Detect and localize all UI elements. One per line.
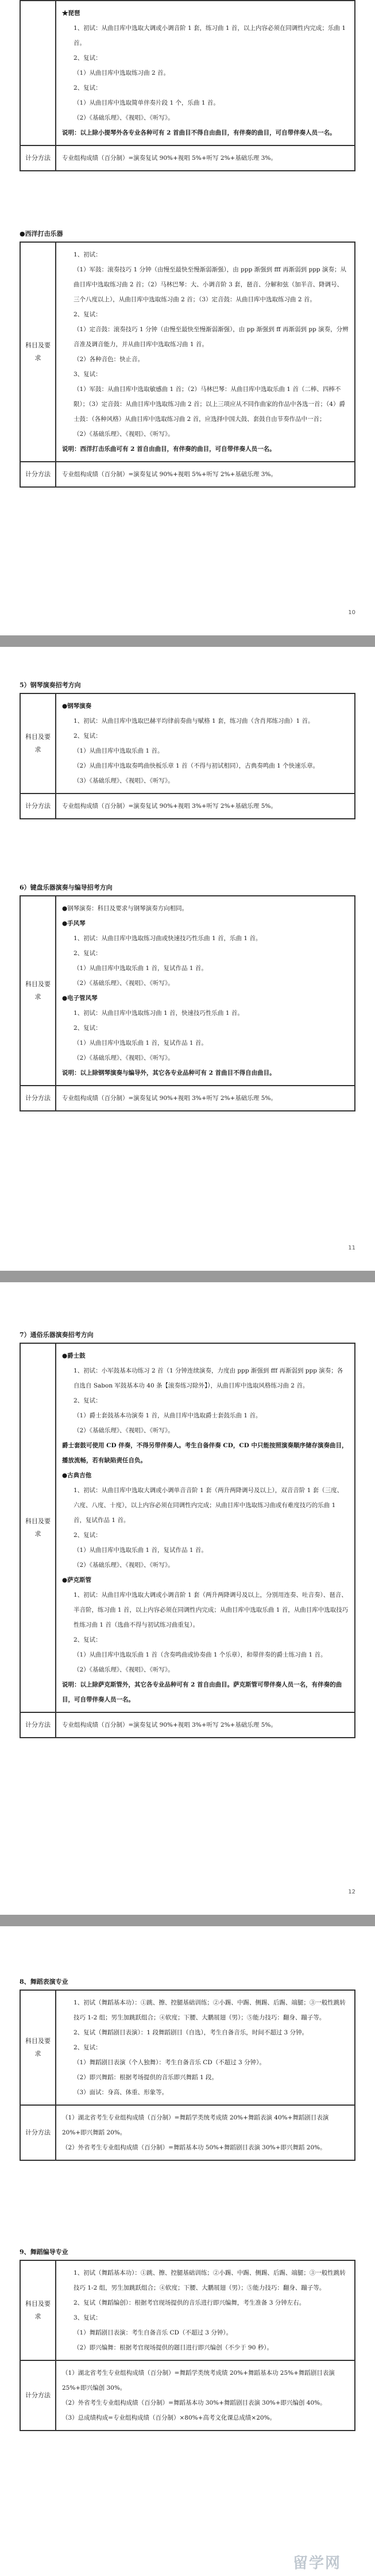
percussion-line: （2）各种音色：快止音。 [74, 356, 144, 363]
keyboard-score-label: 计分方法 [20, 1086, 56, 1111]
popular-content-cell [56, 1343, 355, 1712]
dance-score-line: （2）外省考生专业组构成绩（百分制）=舞蹈基本功 50%+舞蹈剧目表演 30%+即兴舞蹈 20%。 [62, 2144, 326, 2151]
keyboard-title: 6）键盘乐器演奏与编导招考方向 [20, 884, 113, 891]
percussion-content-cell [56, 242, 355, 462]
choreo-line: 2、复试（舞蹈编创）：根据考官现场提供的音乐进行即兴编舞，考生准备 3 分钟左右。 [74, 2299, 306, 2306]
percussion-line: （1）军鼓：从曲目库中选取敏感曲 1 首；（2）马林巴琴：从曲目库中选取乐曲 1 首（二棒、四棒不限）；（3）定音鼓：从曲目库中选取练习曲 2 首；以上三项应从不同作曲家的作品中各选一首；（4）爵士鼓：（各种风格）从曲目库中选取练习曲 2 首，应选择中国大鼓、套鼓自由节奏作品中一首； [74, 386, 345, 423]
percussion-section [20, 230, 355, 488]
piano-line: （2）从曲目库中选取奏鸣曲快板乐章 1 首（不得与初试相同），古典奏鸣曲 1 个快速乐章。 [74, 762, 319, 769]
keyboard-section [20, 884, 355, 1111]
piano-line: （3）《基础乐理》、《视唱》、《听写》。 [74, 777, 174, 784]
choreo-score-label: 计分方法 [20, 2360, 56, 2431]
sax-line: （2）《基础乐理》、《视唱》、《听写》。 [74, 1666, 174, 1673]
piano-label: 科目及要求 [20, 693, 56, 793]
piano-score-label: 计分方法 [20, 793, 56, 819]
choreo-line: （1）舞蹈剧目表演：考生自备音乐 CD（不超过 3 分钟）。 [74, 2329, 233, 2336]
organ-line: （2）《基础乐理》、《视唱》、《听写》。 [74, 1055, 174, 1061]
keyboard-score-text: 专业组构成绩（百分制）=演奏复试 90%+视唱 3%+听写 2%+基础乐理 5%。 [56, 1086, 355, 1111]
popular-section [20, 1331, 355, 1738]
pipa-line: （1）从曲目库中选取练习曲 2 首。 [74, 70, 170, 76]
popular-score-text: 专业组构成绩（百分制）=演奏复试 90%+视唱 3%+听写 2%+基础乐理 5%。 [56, 1712, 355, 1738]
popular-label: 科目及要求 [20, 1343, 56, 1712]
keyboard-label: 科目及要求 [20, 896, 56, 1086]
percussion-line: 2、复试： [74, 311, 102, 318]
drum-line: （2）《基础乐理》、《视唱》、《听写》。 [74, 1427, 174, 1434]
drum-title: ●爵士鼓 [62, 1352, 86, 1359]
dance-score-cell [56, 2105, 355, 2160]
dance-line: （1）舞蹈剧目表演（个人独舞）：考生自备音乐 CD（不超过 3 分钟）。 [74, 2059, 265, 2066]
guitar-line: 1、初试：从曲目库中选取大调或小调单音音阶 1 套（两升两降调号及以上），双音音阶 1 套（三度、六度、八度、十度），以上内容必须在同调性内完成；从曲目库中选取练习曲或有难度技巧的乐曲 1 首，复试作品 1 首。 [74, 1487, 343, 1524]
guitar-line: （1）从曲目库中选取乐曲 1 首，复试作品 1 首。 [74, 1547, 207, 1554]
choreo-table [20, 2260, 355, 2431]
choreo-line: 3、复试： [74, 2314, 102, 2321]
dance-score-line: （1）湖北省考生专业组构成绩（百分制）=舞蹈学类统考成绩 20%+舞蹈表演 40%+舞蹈剧目表演 20%+即兴舞蹈 20%。 [62, 2114, 329, 2136]
piano-table [20, 693, 355, 819]
pipa-line: （1）从曲目库中选取简单伴奏片段 1 个，乐曲 1 首。 [74, 99, 219, 106]
keyboard-intro: ●钢琴演奏：科目及要求与钢琴演奏方向相同。 [62, 905, 188, 912]
pipa-line: 2、复试： [74, 55, 102, 62]
document-page-1 [0, 0, 375, 635]
page-number: 11 [348, 1245, 355, 1251]
dance-score-label: 计分方法 [20, 2105, 56, 2160]
accordion-title: ●手风琴 [62, 920, 86, 927]
percussion-line: （1）军鼓：滚奏技巧 1 分钟（由慢至最快至慢渐弱渐强），由 ppp 渐强到 fff 再渐弱到 ppp 演奏；从曲目库中选取练习曲 2 首；（2）马林巴琴：大、小调音阶 3 套，琶音、分解和弦（加半音、降调号、三个八度以上），从曲目库中选取练习曲 2 首；（3）定音鼓：从曲目库中选取练习曲 2 首。 [74, 266, 346, 303]
page-number: 10 [348, 610, 355, 616]
choreo-label: 科目及要求 [20, 2260, 56, 2360]
pipa-note: 说明：以上除小提琴外各专业各种可有 2 首曲目不得自由曲目，有伴奏的曲目，可自带伴奏人员一名。 [62, 129, 336, 136]
drum-line: 1、初试：小军鼓基本功练习 2 首（1 分钟连续演奏，力度由 ppp 渐强到 fff 再渐弱到 ppp 演奏；各自选自 Sabon 军鼓基本功 40 条【滚奏练习除外】），从曲目库中选取风格练习曲 2 首。 [74, 1367, 343, 1389]
piano-line: 1、初试：从曲目库中选取巴赫平均律前奏曲与赋格 1 套，练习曲（含肖邦练习曲）1 首。 [74, 718, 314, 724]
dance-section [20, 1978, 355, 2161]
organ-title: ●电子管风琴 [62, 995, 98, 1002]
piano-line: （1）从曲目库中选取乐曲 1 首。 [74, 747, 164, 754]
drum-line: 2、复试： [74, 1397, 102, 1404]
choreo-score-line: （2）外省考生专业组构成绩（百分制）=舞蹈基本功 30%+舞蹈剧目表演 30%+即兴编创 40%。 [62, 2399, 326, 2406]
choreo-title: 9、舞蹈编导专业 [20, 2248, 68, 2256]
drum-note: 爵士套鼓可使用 CD 伴奏，不得另带伴奏人。考生自备伴奏 CD，CD 中只能按照演奏顺序储存演奏曲目，播放流畅，若有缺陷责任自负。 [62, 1442, 348, 1464]
document-page-4 [0, 1926, 375, 2576]
drum-line: （1）爵士套鼓基本功演奏 1 首，从曲目库中选取爵士套鼓乐曲 1 首。 [74, 1412, 262, 1419]
sax-line: 1、初试：从曲目库中选取大调或小调音阶 1 套（两升两降调号及以上，分别用连奏、吐音奏）、琶音、半音阶，练习曲 1 首，以上内容必须在同调性内完成；从曲目库中选取乐曲 1 首，从曲目库中选取技巧性练习曲 1 首（选曲不得与初试练习曲重复）。 [74, 1592, 349, 1628]
popular-note: 说明：以上除萨克斯管外，其它各专业品种可有 2 首自由曲目。萨克斯管可带伴奏人员一名，有伴奏的曲目，可自带伴奏人员一名。 [62, 1681, 342, 1703]
dance-line: （2）即兴舞蹈：根据考场提供的音乐即兴舞蹈 1 段。 [74, 2074, 218, 2081]
piano-score-text: 专业组构成绩（百分制）=演奏复试 90%+视唱 3%+听写 2%+基础乐理 5%。 [56, 793, 355, 819]
piano-title: 5）钢琴演奏招考方向 [20, 681, 81, 689]
percussion-label: 科目及要求 [20, 242, 56, 462]
dance-line: 1、初试（舞蹈基本功）：①跳、擦、控腿基础训练；②小踢、中踢、侧踢、后踢、端腿；③一般性跳转技巧 1-2 组；男生加跳跃组合；④软度；下腰、大鹏展翅（男）；⑤能力技巧：翻身、蹦子等。 [74, 1999, 346, 2021]
popular-score-label: 计分方法 [20, 1712, 56, 1738]
watermark-text: 留学网 [292, 2554, 341, 2572]
keyboard-table [20, 895, 355, 1111]
percussion-line: 1、初试： [74, 251, 102, 258]
piano-section [20, 681, 355, 819]
piano-sub-title: ●钢琴演奏 [62, 703, 92, 710]
dance-content-cell [56, 1990, 355, 2105]
percussion-title: ●西洋打击乐器 [20, 230, 63, 237]
choreo-score-cell [56, 2360, 355, 2431]
choreo-section [20, 2248, 355, 2431]
sax-line: （1）从曲目库中选取乐曲 1 首（含奏鸣曲或协奏曲 1 个乐章），和带伴奏的爵士练习曲 1 首。 [74, 1651, 327, 1658]
choreo-line: （2）即兴编舞：根据考官现场提供的题目进行即兴编创（不少于 90 秒）。 [74, 2344, 273, 2351]
percussion-line: （1）定音鼓：滚奏技巧 1 分钟（由慢至最快至慢渐弱渐强），由 pp 渐强到 ff 再渐弱到 pp 演奏，分辨音准及调音能力，并从曲目库中选取练习曲 1 首。 [74, 326, 349, 348]
percussion-note: 说明：西洋打击乐曲可有 2 首自由曲目，有伴奏的曲目，可自带伴奏人员一名。 [62, 446, 276, 453]
piano-line: 2、复试： [74, 733, 102, 739]
accordion-line: 1、初试：从曲目库中选取练习曲或快速技巧性乐曲 1 首，乐曲 1 首。 [74, 935, 262, 942]
watermark-logo [268, 2552, 366, 2571]
pipa-score-text: 专业组构成绩（百分制）=演奏复试 90%+视唱 5%+听写 2%+基础乐理 3%。 [56, 145, 355, 171]
pipa-line: 1、初试：从曲目库中选取大调或小调音阶 1 套，练习曲 1 首，以上内容必须在同调性内完成；乐曲 1 首。 [74, 25, 346, 47]
dance-table [20, 1989, 355, 2161]
guitar-line: 2、复试： [74, 1532, 102, 1539]
percussion-score-label: 计分方法 [20, 462, 56, 487]
pipa-section [20, 0, 355, 171]
keyboard-note: 说明：以上除钢琴演奏与编导外，其它各专业品种可有 2 首曲目不得自由曲目。 [62, 1070, 276, 1076]
dance-line: （3）面试：身高、体重、形象等。 [74, 2089, 168, 2096]
choreo-line: 1、初试（舞蹈基本功）：①跳、擦、控腿基础训练；②小踢、中踢、侧踢、后踢、端腿；③一般性跳转技巧 1-2 组，男生加跳跃组合；④软度；下腰、大鹏展翅（男）；⑤能力技巧：翻身、蹦子等。 [74, 2270, 346, 2291]
dance-line: 2、复试（舞蹈剧目表演）：1 段舞蹈剧目（自选），考生自备音乐，时间不超过 3 分钟。 [74, 2029, 308, 2036]
organ-line: 1、初试：从曲目库中选取练习曲 1 首，快速技巧性乐曲 1 首。 [74, 1010, 243, 1017]
accordion-line: （1）从曲目库中选取乐曲 1 首，复试作品 1 首。 [74, 965, 207, 972]
keyboard-content-cell [56, 896, 355, 1086]
dance-label: 科目及要求 [20, 1990, 56, 2105]
pipa-content-cell [56, 1, 355, 145]
pipa-line: （2）《基础乐理》、《视唱》、《听写》。 [74, 114, 174, 121]
page-number: 12 [348, 1889, 355, 1895]
document-page-3 [0, 1282, 375, 1915]
piano-content-cell [56, 693, 355, 793]
accordion-line: 2、复试： [74, 950, 102, 957]
organ-line: 2、复试： [74, 1025, 102, 1032]
choreo-score-line: （3）总成绩构成=专业组构成绩（百分制）×80%+高考文化课总成绩×20%。 [62, 2414, 276, 2421]
sax-title: ●萨克斯管 [62, 1577, 92, 1584]
pipa-title: ★琵琶 [62, 10, 80, 17]
pipa-score-label: 计分方法 [20, 145, 56, 171]
dance-line: 2、复试： [74, 2044, 102, 2051]
pipa-line: 2、复试： [74, 85, 102, 91]
percussion-line: 3、复试： [74, 371, 102, 378]
popular-table [20, 1343, 355, 1738]
accordion-line: （2）《基础乐理》、《视唱》、《听写》。 [74, 980, 174, 987]
organ-line: （1）从曲目库中选取乐曲 1 首，复试作品 1 首。 [74, 1040, 207, 1046]
guitar-line: （2）《基础乐理》、《视唱》、《听写》。 [74, 1562, 174, 1569]
choreo-content-cell [56, 2260, 355, 2360]
sax-line: 2、复试： [74, 1636, 102, 1643]
percussion-line: （2）《基础乐理》、《视唱》、《听写》。 [74, 431, 174, 438]
guitar-title: ●古典吉他 [62, 1472, 92, 1479]
dance-title: 8、舞蹈表演专业 [20, 1978, 68, 1985]
pipa-table [20, 0, 355, 171]
pipa-label-cell [20, 1, 56, 145]
percussion-table [20, 241, 355, 488]
percussion-score-text: 专业组构成绩（百分制）=演奏复试 90%+视唱 5%+听写 2%+基础乐理 3%。 [56, 462, 355, 487]
choreo-score-line: （1）湖北省考生专业组构成绩（百分制）=舞蹈学类统考成绩 20%+舞蹈基本功 25%+舞蹈剧目表演 25%+即兴编创 30%。 [62, 2370, 335, 2391]
document-page-2 [0, 647, 375, 1271]
popular-title: 7）通俗乐器演奏招考方向 [20, 1331, 94, 1339]
